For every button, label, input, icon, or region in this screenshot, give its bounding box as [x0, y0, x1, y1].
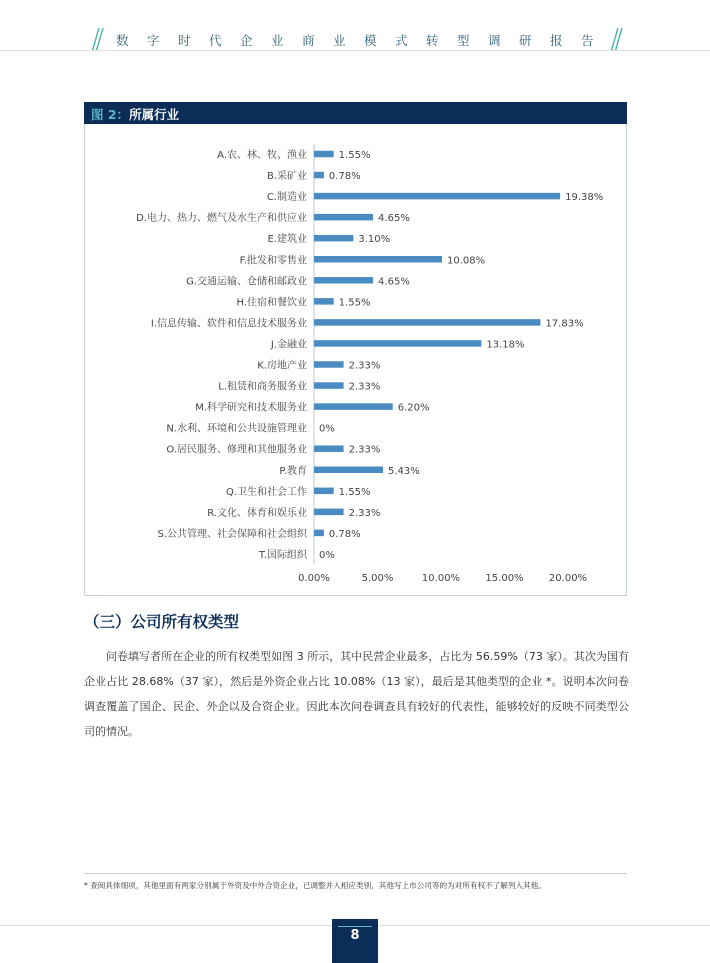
category-label: S.公共管理、社会保障和社会组织	[157, 528, 307, 540]
value-label: 1.55%	[338, 297, 371, 309]
bar	[314, 382, 344, 389]
value-label: 2.33%	[348, 381, 381, 393]
category-label: O.居民服务、修理和其他服务业	[166, 444, 307, 456]
bar	[314, 298, 334, 305]
bar	[314, 467, 383, 474]
header-rule	[0, 50, 710, 51]
category-label: Q.卫生和社会工作	[225, 486, 307, 498]
value-label: 0%	[319, 549, 335, 561]
value-label: 1.55%	[338, 150, 371, 161]
page-number-box	[332, 919, 378, 963]
category-label: K.房地产业	[257, 360, 307, 372]
footnote-divider	[84, 873, 627, 874]
industry-bar-chart	[85, 124, 628, 596]
bar	[314, 319, 540, 326]
value-label: 10.08%	[447, 255, 486, 267]
bar	[314, 530, 324, 537]
bar	[314, 172, 324, 179]
page-number-stripe	[338, 926, 372, 927]
value-label: 2.33%	[348, 507, 381, 519]
report-title: 数字时代企业商业模式转型调研报告	[115, 33, 612, 48]
category-label: N.水利、环境和公共设施管理业	[166, 423, 307, 435]
chart-frame	[84, 124, 627, 596]
category-label: F.批发和零售业	[239, 255, 307, 267]
value-label: 17.83%	[545, 318, 584, 330]
category-label: C.制造业	[266, 192, 307, 204]
page-header	[0, 22, 710, 72]
bar	[314, 488, 334, 495]
page-number: 8	[350, 928, 360, 943]
x-tick-label: 0.00%	[298, 572, 330, 584]
bar	[314, 151, 334, 158]
category-label: E.建筑业	[267, 234, 307, 246]
category-label: B.采矿业	[266, 171, 307, 183]
value-label: 4.65%	[378, 276, 410, 288]
category-label: G.交通运输、仓储和邮政业	[186, 276, 307, 288]
header-right-slash-icon	[607, 26, 623, 50]
bar	[314, 256, 442, 263]
value-label: 19.38%	[565, 192, 604, 204]
bar	[314, 193, 560, 200]
category-label: H.住宿和餐饮业	[236, 297, 307, 309]
category-label: M.科学研究和技术服务业	[195, 402, 307, 414]
figure-caption: 所属行业	[129, 107, 180, 122]
category-label: A.农、林、牧、渔业	[217, 150, 307, 161]
x-tick-label: 10.00%	[421, 572, 461, 584]
value-label: 1.55%	[338, 486, 371, 498]
x-tick-label: 5.00%	[361, 572, 394, 584]
bar	[314, 214, 373, 221]
value-label: 5.43%	[387, 465, 420, 477]
x-tick-label: 20.00%	[548, 572, 588, 584]
figure-number: 图 2：	[91, 107, 130, 122]
bar	[314, 340, 481, 347]
category-label: L.租赁和商务服务业	[218, 381, 307, 393]
value-label: 0.78%	[328, 528, 361, 540]
value-label: 4.65%	[378, 213, 410, 225]
value-label: 13.18%	[486, 339, 525, 351]
bar	[314, 277, 373, 284]
bar	[314, 445, 344, 452]
footnote: * 查阅具体细项，其他里面有两家分别属于外资及中外合资企业，已调整并入相应类别，其他写上市公司等的为对所有权不了解列入其他。	[84, 881, 546, 890]
bar	[314, 509, 344, 515]
category-label: D.电力、热力、燃气及水生产和供应业	[136, 213, 307, 225]
value-label: 6.20%	[397, 402, 430, 414]
category-label: P.教育	[279, 465, 307, 477]
value-label: 0.78%	[328, 171, 361, 183]
section-heading: （三）公司所有权类型	[84, 613, 240, 631]
value-label: 0%	[319, 423, 335, 435]
category-label: T.国际组织	[258, 549, 307, 561]
category-label: J.金融业	[270, 339, 307, 351]
x-tick-label: 15.00%	[485, 572, 524, 584]
figure-title	[91, 105, 179, 123]
value-label: 2.33%	[348, 360, 381, 372]
figure-title-bar	[84, 102, 627, 124]
value-label: 2.33%	[348, 444, 381, 456]
bar	[314, 361, 344, 368]
value-label: 3.10%	[358, 234, 391, 246]
category-label: I.信息传输、软件和信息技术服务业	[150, 318, 307, 330]
body-paragraph: 问卷填写者所在企业的所有权类型如图 3 所示，其中民营企业最多，占比为 56.59%（73 家）。其次为国有企业占比 28.68%（37 家），然后是外资企业占比 10.08%（13 家），最后是其他类型的企业 *。说明本次问卷调查覆盖了国企、民企、外企以及合资企业。因此本次问卷调查具有较好的代表性，能够较好的反映不同类型公司的情况。	[84, 650, 629, 738]
bar	[314, 235, 353, 242]
bar	[314, 403, 393, 410]
category-label: R.文化、体育和娱乐业	[207, 507, 307, 519]
